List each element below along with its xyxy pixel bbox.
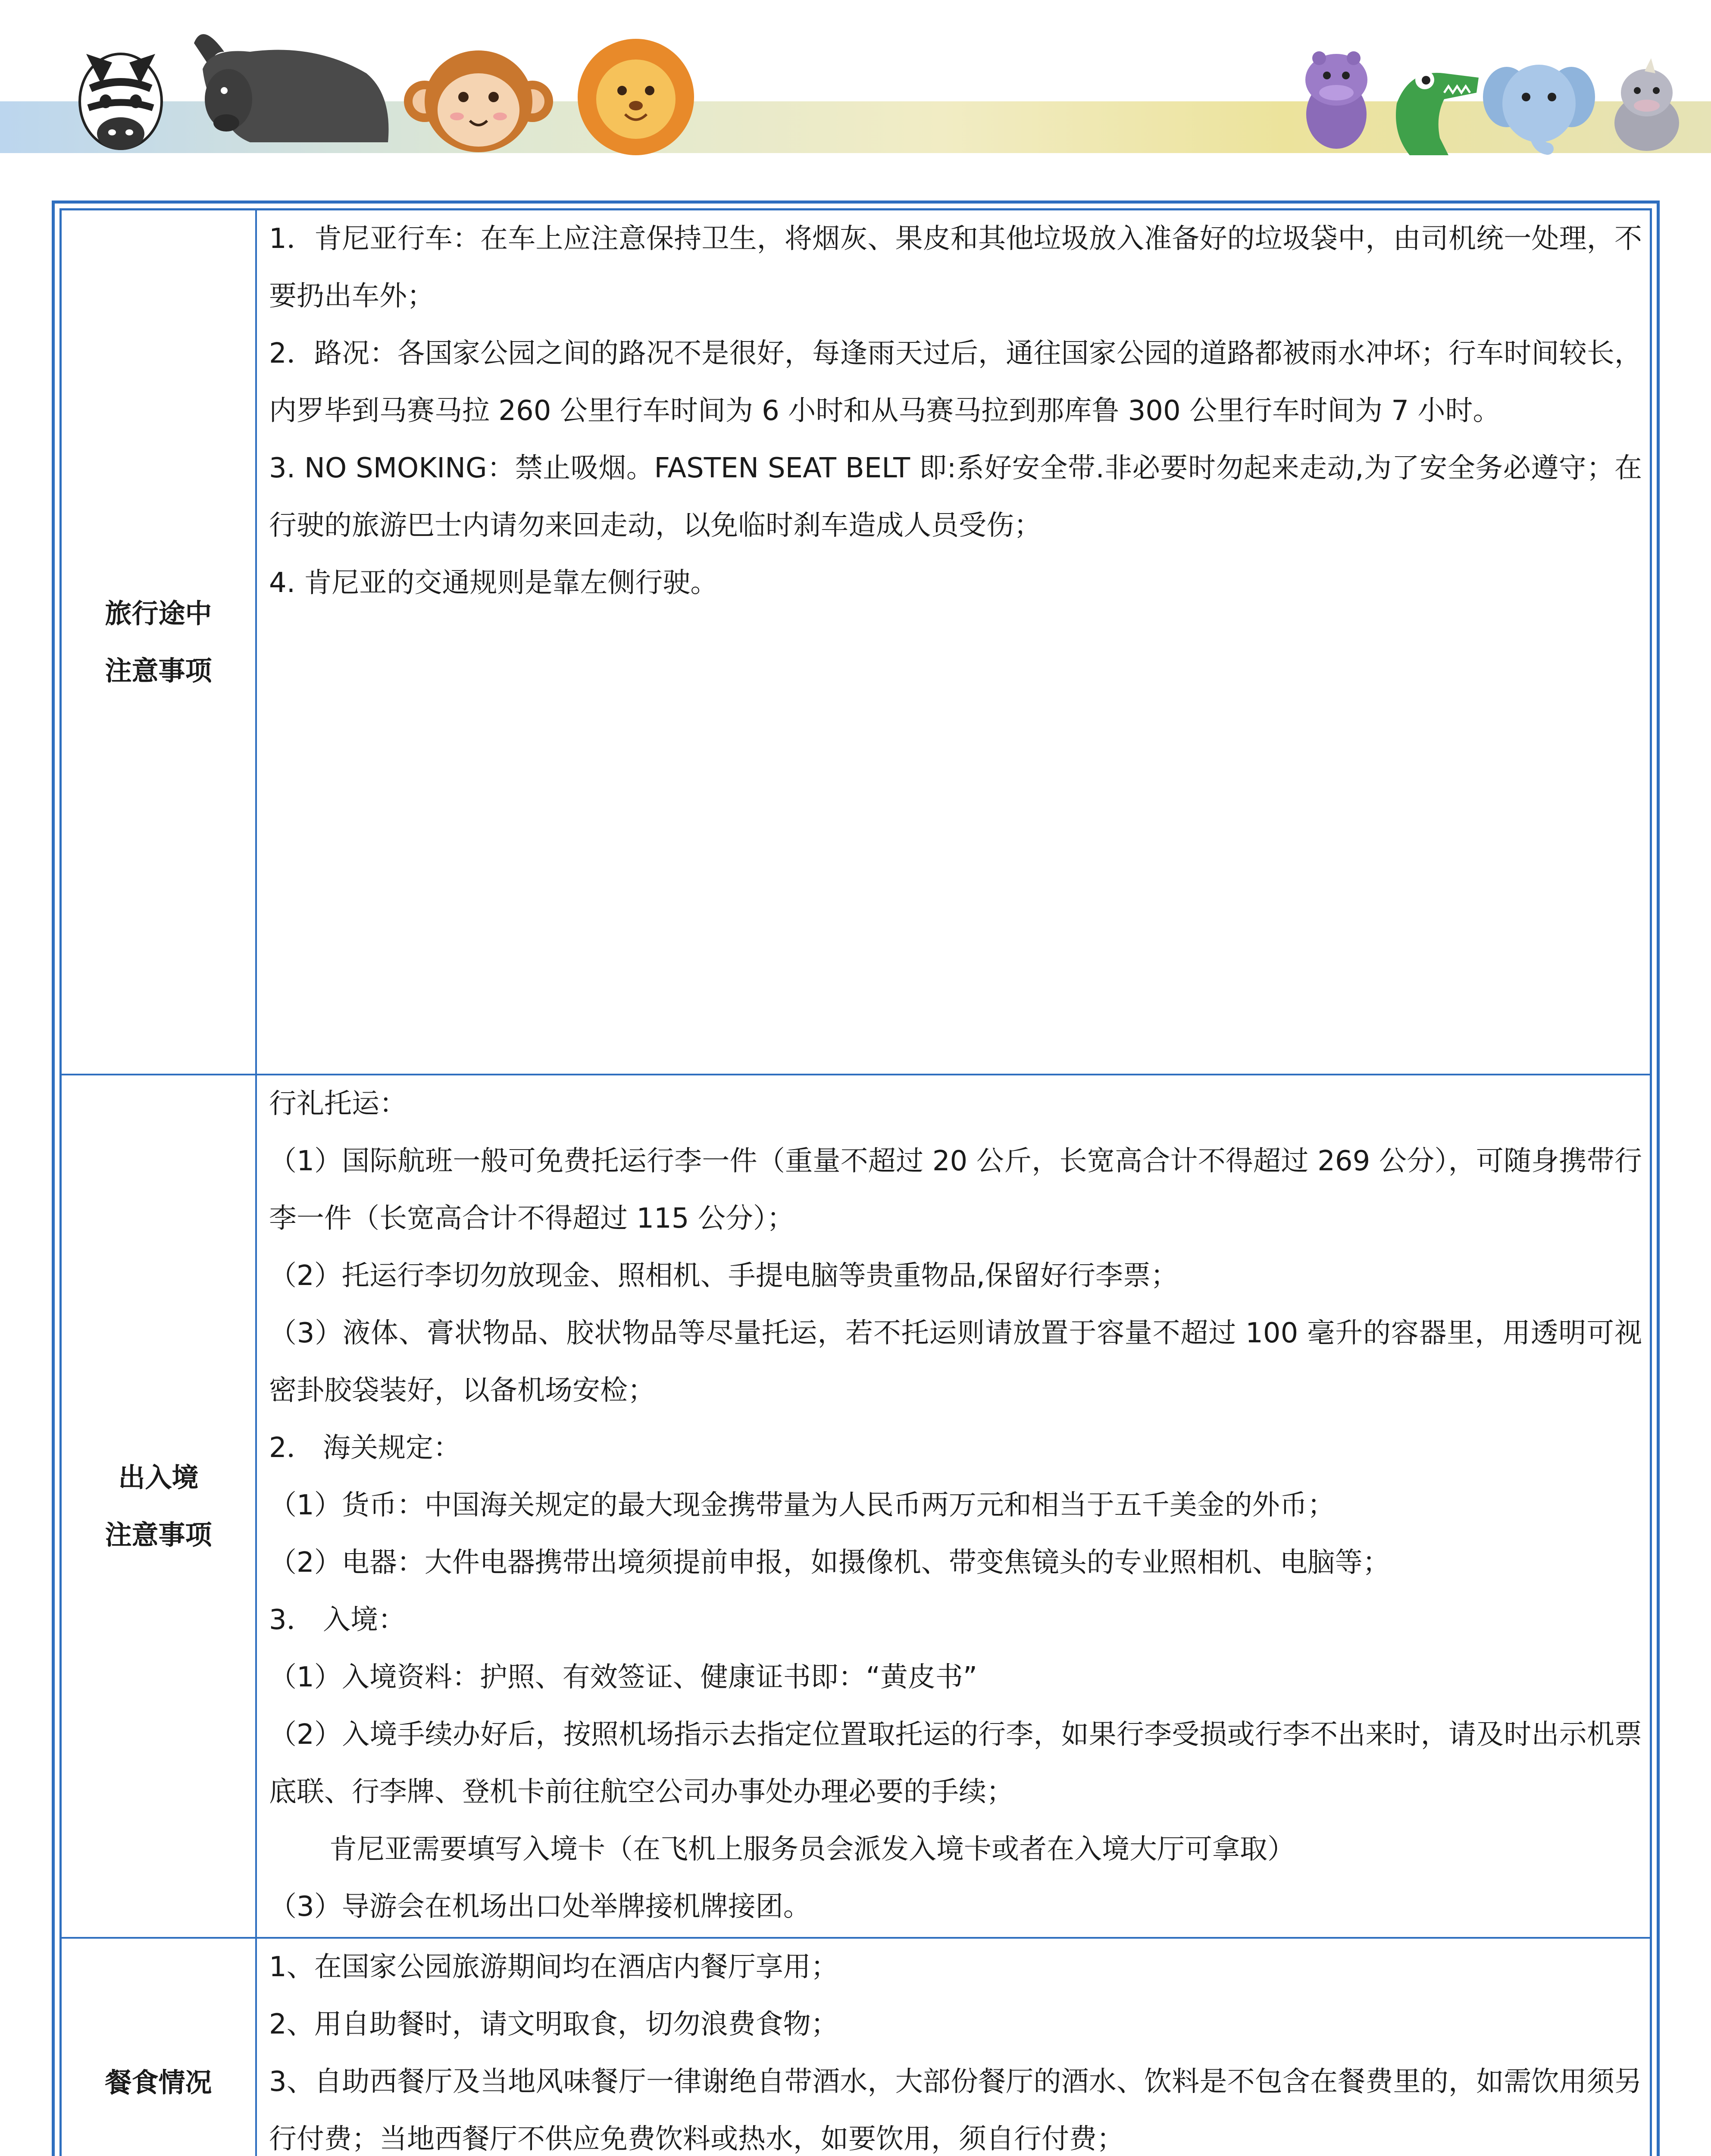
content-line: （1）入境资料：护照、有效签证、健康证书即：“黄皮书” [269,1661,978,1693]
section-label-line: 注意事项 [105,655,212,686]
content-line: 3、自助西餐厅及当地风味餐厅一律谢绝自带酒水，大部份餐厅的酒水、饮料是不包含在餐费里的，如需饮用须另行付费；当地西餐厅不供应免费饮料或热水，如要饮用，须自行付费； [269,2066,1642,2155]
content-line: （3）液体、膏状物品、胶状物品等尽量托运，若不托运则请放置于容量不超过 100 毫升的容器里，用透明可视密卦胶袋装好，以备机场安检； [269,1317,1642,1407]
content-line: 2．路况：各国家公园之间的路况不是很好，每逢雨天过后，通往国家公园的道路都被雨水冲坏；行车时间较长，内罗毕到马赛马拉 260 公里行车时间为 6 小时和从马赛马拉到那库鲁 300 公里行车时间为 7 小时。 [269,338,1642,427]
content-line: 3． 入境： [269,1604,406,1636]
content-line: 1．肯尼亚行车：在车上应注意保持卫生，将烟灰、果皮和其他垃圾放入准备好的垃圾袋中，由司机统一处理，不要扔出车外； [269,223,1642,312]
section-label-line: 出入境 [118,1462,199,1493]
content-line: （1）国际航班一般可免费托运行李一件（重量不超过 20 公斤，长宽高合计不得超过 269 公分），可随身携带行李一件（长宽高合计不得超过 115 公分）； [269,1145,1642,1235]
content-line: 3. NO SMOKING：禁止吸烟。FASTEN SEAT BELT 即:系好安全带.非必要时勿起来走动,为了安全务必遵守；在行驶的旅游巴士内请勿来回走动，以免临时刹车造成人员受伤； [269,452,1642,542]
buffalo-icon [185,26,401,151]
content-line: （2）入境手续办好后，按照机场指示去指定位置取托运的行李，如果行李受损或行李不出来时，请及时出示机票底联、行李牌、登机卡前往航空公司办事处办理必要的手续； [269,1719,1642,1808]
section-label-line: 餐食情况 [105,2066,212,2098]
section-label-line: 注意事项 [105,1519,212,1551]
header-banner [0,0,1711,160]
content-line: （3）导游会在机场出口处举牌接机牌接团。 [269,1891,811,1923]
section-label [62,210,256,1075]
content-line: 行礼托运： [269,1088,407,1120]
table-row [62,1938,1650,2156]
lion-icon [576,37,696,157]
section-content [256,1075,1650,1938]
content-line: 2． 海关规定： [269,1432,461,1464]
content-line: （2）托运行李切勿放现金、照相机、手提电脑等贵重物品,保留好行李票； [269,1260,1179,1292]
section-content [256,1938,1650,2156]
hippo-icon [1293,41,1379,153]
rhino-icon [1604,58,1690,153]
section-label-line: 旅行途中 [105,598,212,629]
content-line: （1）货币：中国海关规定的最大现金携带量为人民币两万元和相当于五千美金的外币； [269,1489,1335,1521]
content-line: （2）电器：大件电器携带出境须提前申报，如摄像机、带变焦镜头的专业照相机、电脑等； [269,1547,1390,1579]
table-row [62,1075,1650,1938]
elephant-icon [1483,56,1595,155]
crocodile-icon [1384,52,1483,160]
content-line: 1、在国家公园旅游期间均在酒店内餐厅享用； [269,1951,838,1983]
section-label [62,1075,256,1938]
table-row [62,210,1650,1075]
zebra-icon [65,37,177,153]
content-line: 4. 肯尼亚的交通规则是靠左侧行驶。 [269,567,718,599]
monkey-icon [403,47,554,155]
content-line: 肯尼亚需要填写入境卡（在飞机上服务员会派发入境卡或者在入境大厅可拿取） [329,1833,1295,1865]
notes-table [62,210,1650,2156]
content-line: 2、用自助餐时，请文明取食，切勿浪费食物； [269,2009,838,2040]
section-label [62,1938,256,2156]
section-content [256,210,1650,1075]
notes-table-container [59,208,1652,2156]
